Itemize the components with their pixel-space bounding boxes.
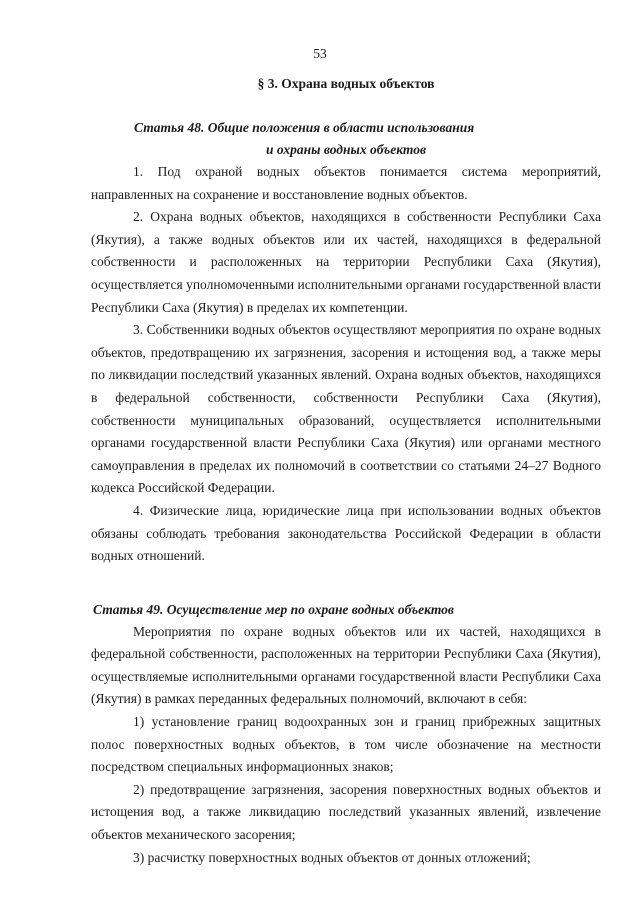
article-48-heading-line1: Статья 48. Общие положения в области использования — [134, 120, 475, 135]
page-number: 53 — [313, 46, 327, 61]
article-48-paragraph-2: 2. Охрана водных объектов, находящихся в собственности Республики Саха (Якутия), а также водных объектов или их частей, находящихся в федеральной собственности и расположенных на территории Республики Саха (Якутия), осуществляется уполномоченными исполнительными органами государственной власти Республики Саха (Якутия) в пределах их компетенции. — [91, 209, 601, 315]
document-body — [91, 75, 601, 869]
article-49-paragraph-3: 3) расчистку поверхностных водных объектов от донных отложений; — [133, 849, 531, 865]
section-title: § 3. Охрана водных объектов — [257, 76, 435, 91]
article-49-heading: Статья 49. Осуществление мер по охране водных объектов — [93, 601, 454, 617]
article-spacer — [91, 568, 601, 599]
article-48-paragraph-4: 4. Физические лица, юридические лица при использовании водных объектов обязаны соблюдать требования законодательства Российской Федерации в области водных отношений. — [91, 502, 601, 564]
article-48-heading — [91, 117, 601, 161]
article-48-paragraph-1: 1. Под охраной водных объектов понимается система мероприятий, направленных на сохранение и восстановление водных объектов. — [91, 164, 601, 202]
article-48-paragraph-3: 3. Собственники водных объектов осуществляют мероприятия по охране водных объектов, предотвращению их загрязнения, засорения и истощения вод, а также меры по ликвидации последствий указанных явлений. Охрана водных объектов, находящихся в федеральной собственности, собственности Республики Саха (Якутия), собственности муниципальных образований, осуществляется исполнительными органами государственной власти Республики Саха (Якутия) или органами местного самоуправления в пределах их полномочий в соответствии со статьями 24–27 Водного кодекса Российской Федерации. — [91, 322, 601, 496]
article-49-paragraph-intro: Мероприятия по охране водных объектов или их частей, находящихся в федеральной собственности, расположенных на территории Республики Саха (Якутия), осуществляемые исполнительными органами государственной власти Республики Саха (Якутия) в рамках переданных федеральных полномочий, включают в себя: — [91, 623, 601, 707]
article-48-heading-line2: и охраны водных объектов — [266, 142, 426, 157]
article-49-paragraph-1: 1) установление границ водоохранных зон и границ прибрежных защитных полос поверхностных водных объектов, в том числе обозначение на местности посредством специальных информационных знаков; — [91, 714, 601, 775]
article-49-paragraph-2: 2) предотвращение загрязнения, засорения поверхностных водных объектов и истощения вод, а также ликвидацию последствий указанных явлений, извлечение объектов механического засорения; — [91, 781, 601, 843]
